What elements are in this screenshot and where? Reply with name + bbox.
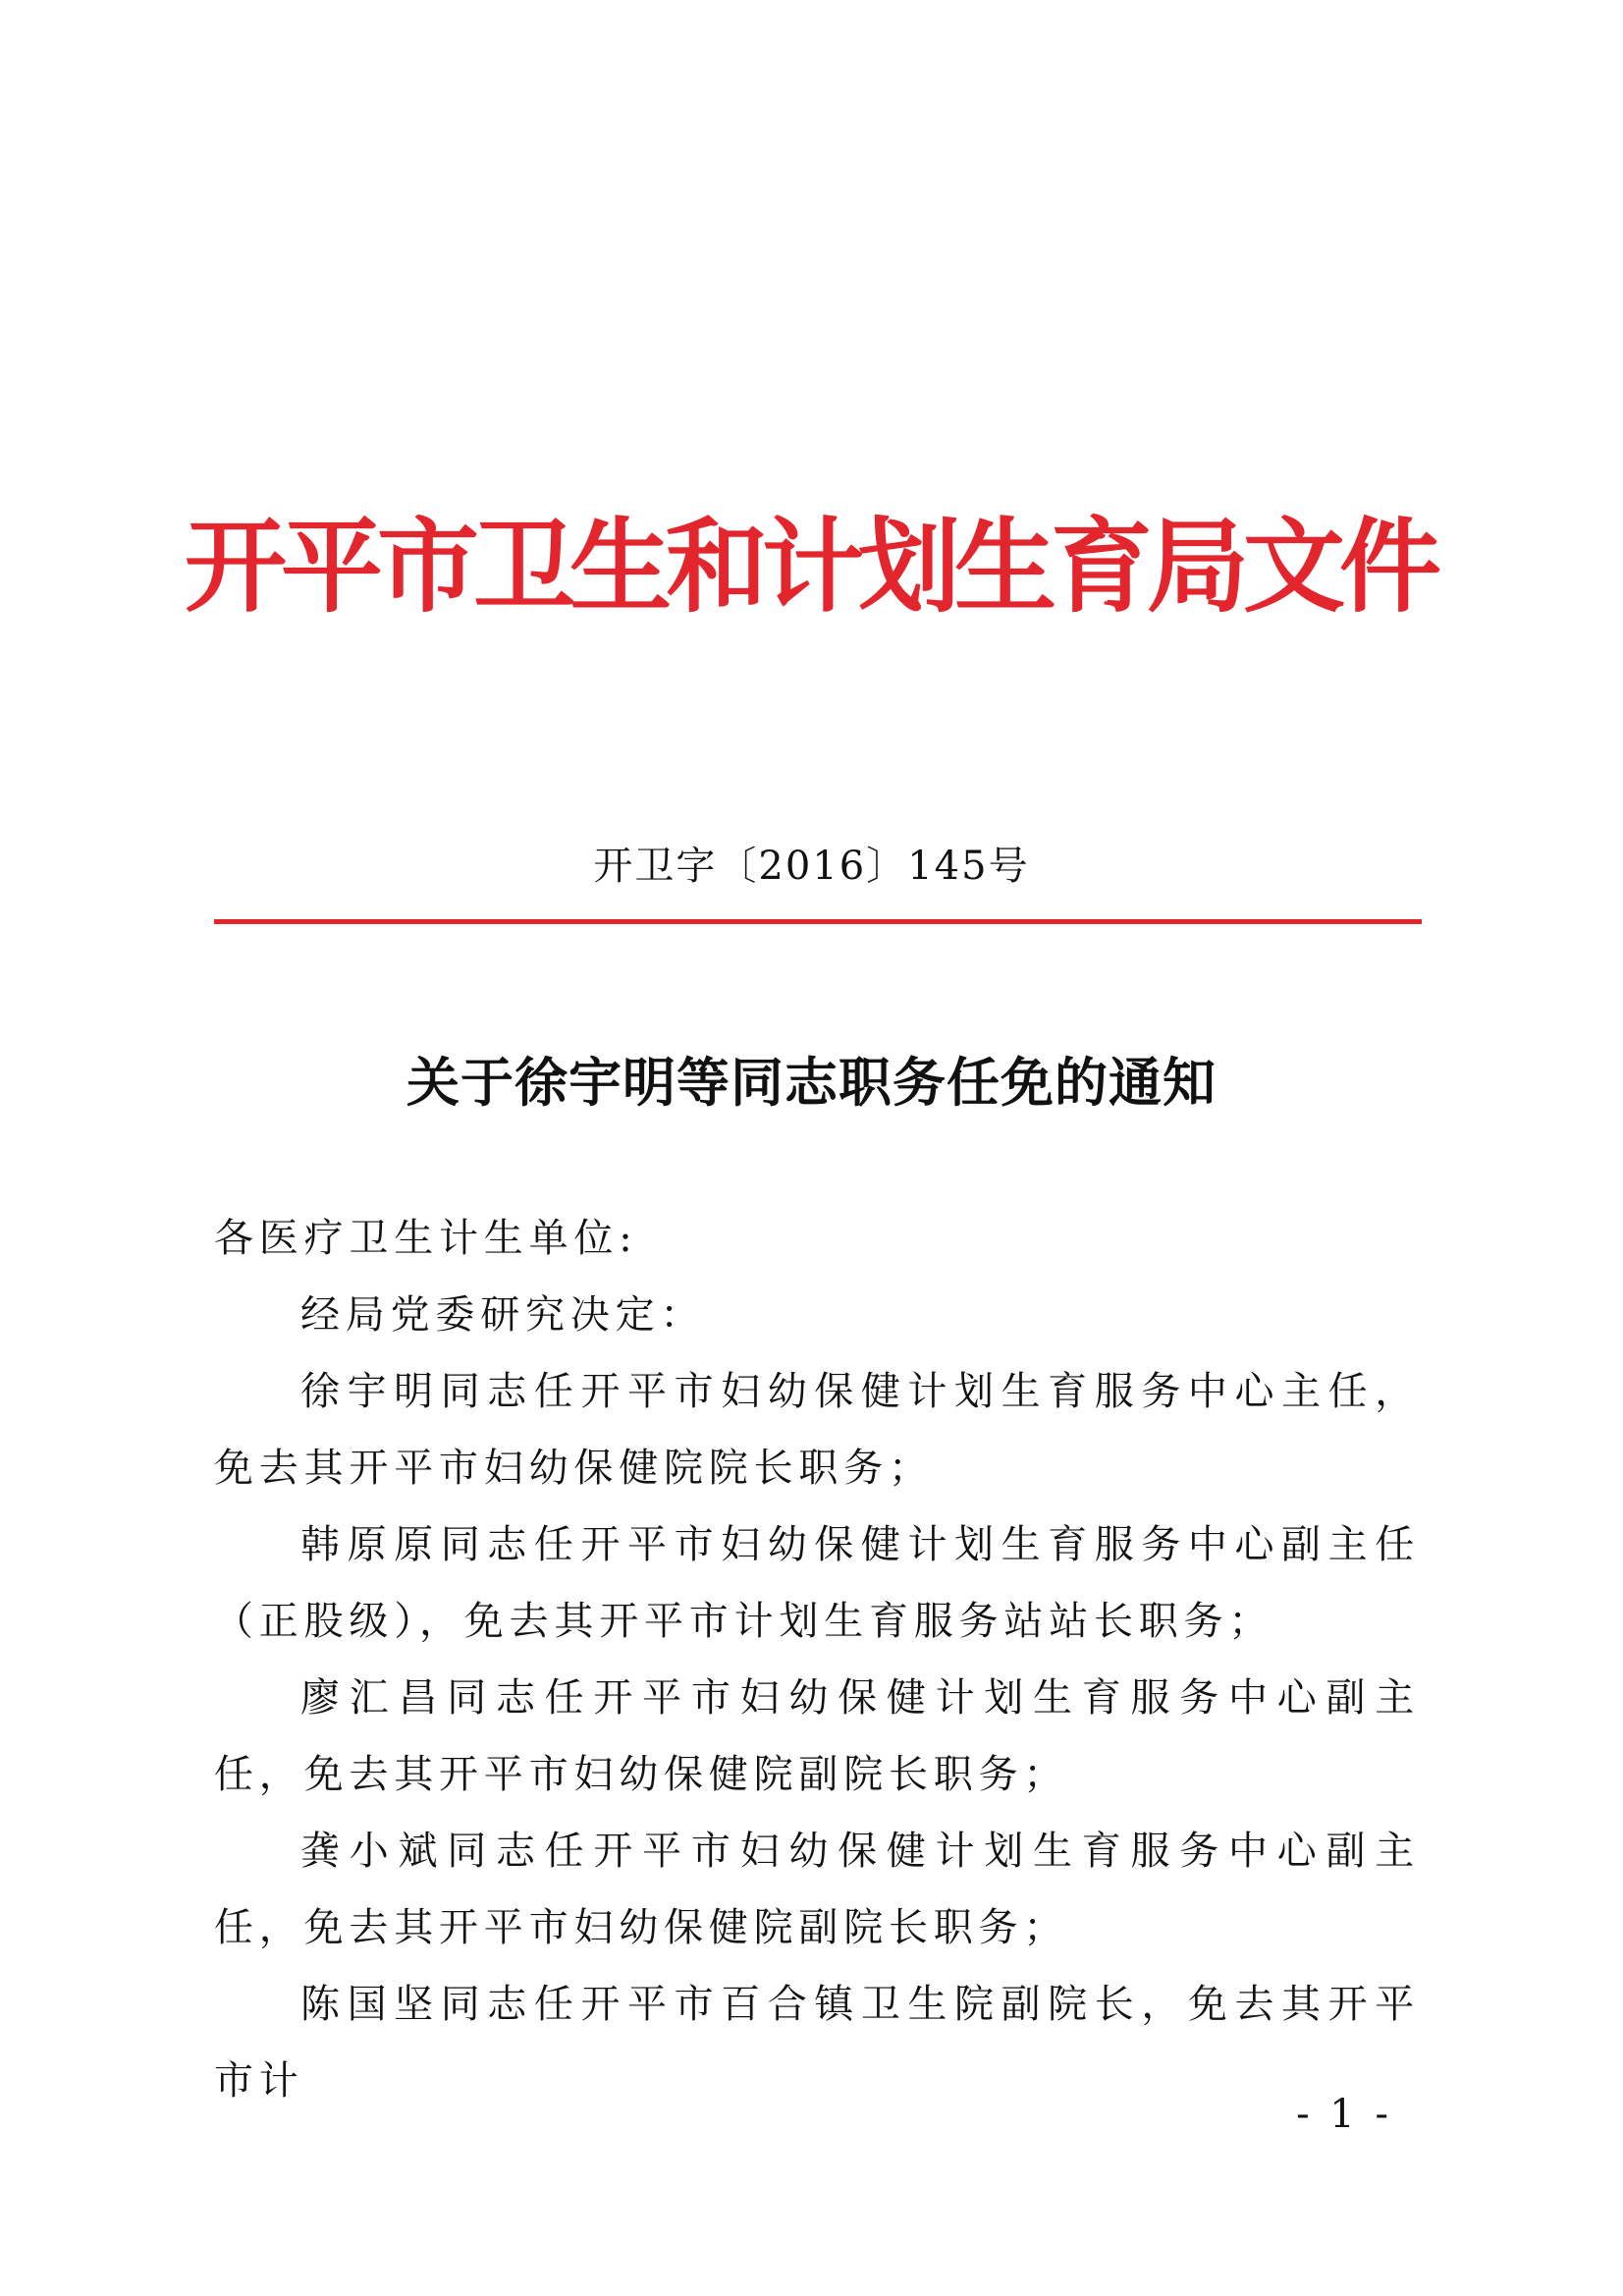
paragraph-appointment: 龚小斌同志任开平市妇幼保健计划生育服务中心副主任，免去其开平市妇幼保健院副院长职务；: [214, 1829, 1420, 1950]
paragraph-appointment: 韩原原同志任开平市妇幼保健计划生育服务中心副主任（正股级），免去其开平市计划生育服务站站长职务；: [214, 1522, 1420, 1644]
document-body: [214, 1200, 1420, 2119]
page-number: - 1 -: [1296, 2092, 1392, 2137]
document-number: 开卫字〔2016〕145号: [593, 844, 1030, 889]
paragraph-appointment: 徐宇明同志任开平市妇幼保健计划生育服务中心主任，免去其开平市妇幼保健院院长职务；: [214, 1369, 1420, 1491]
salutation: 各医疗卫生计生单位:: [214, 1216, 638, 1261]
document-title: 关于徐宇明等同志职务任免的通知: [406, 1051, 1217, 1114]
masthead-title: 开平市卫生和计划生育局文件: [184, 506, 1435, 627]
paragraph-appointment: 廖汇昌同志任开平市妇幼保健计划生育服务中心副主任，免去其开平市妇幼保健院副院长职务；: [214, 1675, 1420, 1797]
paragraph-appointment: 陈国坚同志任开平市百合镇卫生院副院长，免去其开平市计: [214, 1982, 1420, 2104]
paragraph-decision: 经局党委研究决定：: [300, 1292, 706, 1338]
red-divider-line: [214, 919, 1422, 924]
